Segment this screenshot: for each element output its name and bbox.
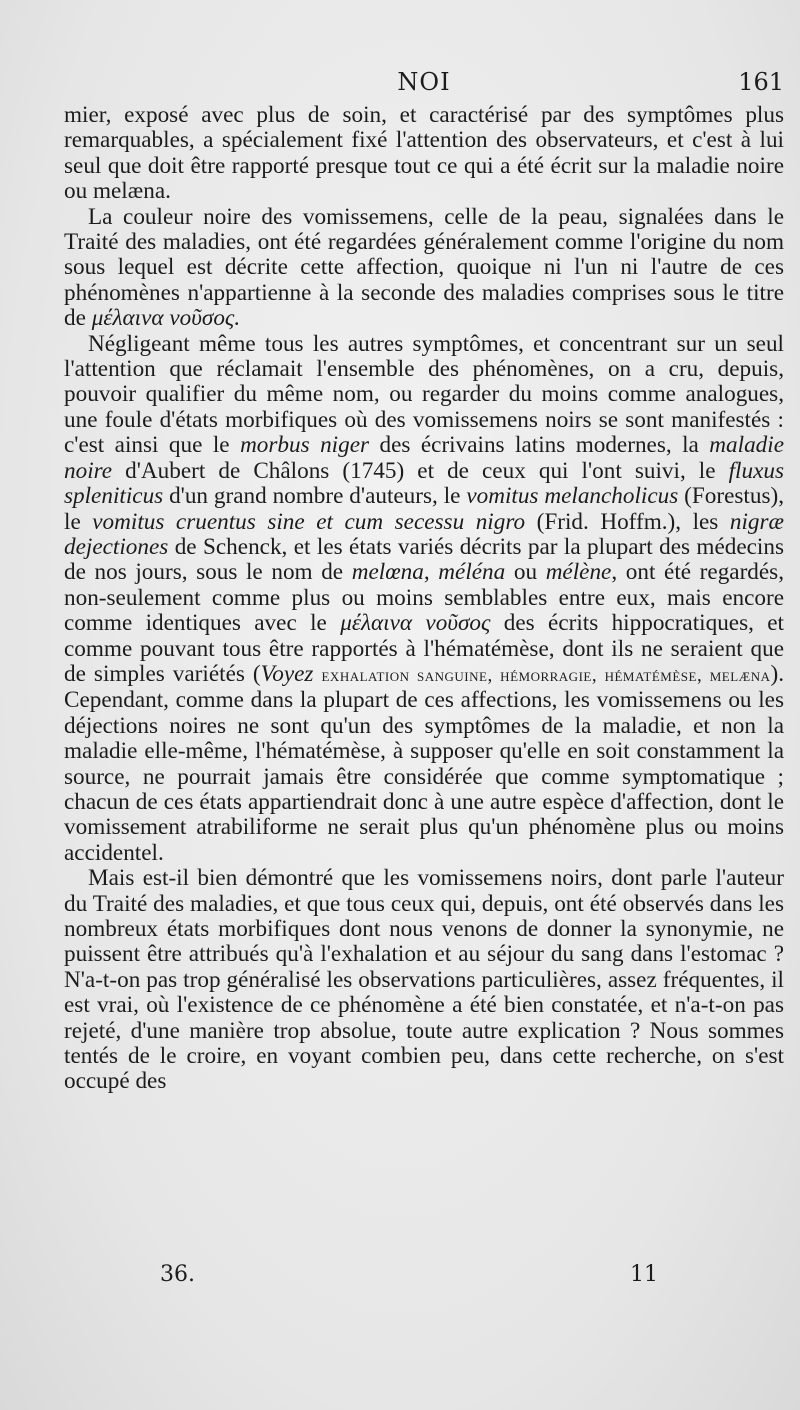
page-header (64, 68, 784, 100)
text-run: La couleur noire des vomissemens, celle de la peau, signalées dans le Traité des maladies, ont été regardées généralement comme l'origine du nom sous lequel est décrite cette affection, quoique ni l'un ni l'autre de ces phénomènes n'appartienne à la seconde des maladies comprises sous le titre de (64, 203, 784, 332)
italic-text: méléna (438, 559, 506, 586)
paragraph (64, 332, 784, 867)
small-caps-text: exhalation sanguine, hémorragie, hématémèse, melæna (321, 664, 771, 686)
text-run: , ont été regardés, non-seulement comme plus ou moins semblables entre eux, mais encore comme identiques avec le (64, 559, 785, 637)
greek-text: μέλαινα νοῦσος. (91, 305, 241, 332)
text-run: Mais est-il bien démontré que les vomissemens noirs, dont parle l'auteur du Traité des maladies, et que tous ceux qui, depuis, ont été observés dans les nombreux états morbifiques dont nous venons de donner la synonymie, ne puissent être attribués qu'à l'exhalation et au séjour du sang dans l'estomac ? N'a-t-on pas trop généralisé les observations particulières, assez fréquentes, il est vrai, où l'existence de ce phénomène a été bien constatée, et n'a-t-on pas rejeté, d'une manière trop absolue, toute autre explication ? Nous sommes tentés de le croire, en voyant combien peu, dans cette recherche, on s'est occupé des (64, 865, 784, 1095)
paragraph (64, 866, 784, 1095)
italic-text: maladie noire (64, 432, 784, 484)
italic-text: melœna (351, 559, 424, 586)
text-run: de Schenck, et les états variés décrits par la plupart des médecins de nos jours, sous le nom de (64, 533, 784, 586)
text-run: , (423, 559, 439, 586)
italic-text: vomitus melancholicus (466, 483, 679, 510)
text-run: (Frid. Hoffm.), les (525, 508, 730, 535)
paragraph (64, 103, 784, 205)
text-run: ou (505, 559, 546, 586)
text-run: mier, exposé avec plus de soin, et caractérisé par des symptômes plus remarquables, a spécialement fixé l'attention des observateurs, et c'est à lui seul que doit être rapporté presque tout ce qui a été écrit sur la maladie noire ou melæna. (64, 102, 784, 205)
footer-leaf-number: 11 (630, 1262, 658, 1287)
running-head: NOI (397, 68, 451, 96)
italic-text: morbus niger (240, 432, 370, 459)
text-run: d'Aubert de Châlons (1745) et de ceux qui l'ont suivi, le (112, 457, 729, 484)
italic-text: mélène (545, 559, 612, 586)
body-text (64, 103, 784, 1095)
text-run: des écrits hippocratiques, et comme pouvant tous être rapportés à l'hématémèse, dont ils ne seraient que de simples variétés ( (64, 610, 784, 687)
italic-text: fluxus spleniticus (64, 457, 784, 510)
page-number: 161 (738, 68, 784, 96)
italic-text: nigræ dejectiones (64, 508, 784, 560)
italic-text: Voyez (260, 660, 314, 687)
text-run: des écrivains latins modernes, la (369, 432, 710, 459)
page-footer (64, 1262, 784, 1292)
text-run: d'un grand nombre d'auteurs, le (163, 483, 467, 510)
text-run: ). Cependant, comme dans la plupart de ces affections, les vomissemens ou les déjections noires ne sont qu'un des symptômes de la maladie, et non la maladie elle-même, l'hématémèse, à supposer qu'elle en soit constamment la source, ne pourrait jamais être considérée que comme symptomatique ; chacun de ces états appartiendrait donc à une autre espèce d'affection, dont le vomissement atrabiliforme ne serait plus qu'un phénomène plus ou moins accidentel. (64, 660, 785, 866)
text-run: Négligeant même tous les autres symptômes, et concentrant sur un seul l'attention que réclamait l'ensemble des phénomènes, on a cru, depuis, pouvoir qualifier du même nom, ou regarder du moins comme analogues, une foule d'états morbifiques où des vomissemens noirs se sont manifestés : c'est ainsi que le (64, 330, 784, 459)
greek-text: μέλαινα νοῦσος (340, 610, 491, 637)
signature-mark: 36. (160, 1262, 195, 1287)
italic-text: vomitus cruentus sine et cum secessu nigro (92, 508, 526, 535)
text-run: (Forestus), le (64, 483, 784, 535)
paragraph (64, 205, 784, 332)
